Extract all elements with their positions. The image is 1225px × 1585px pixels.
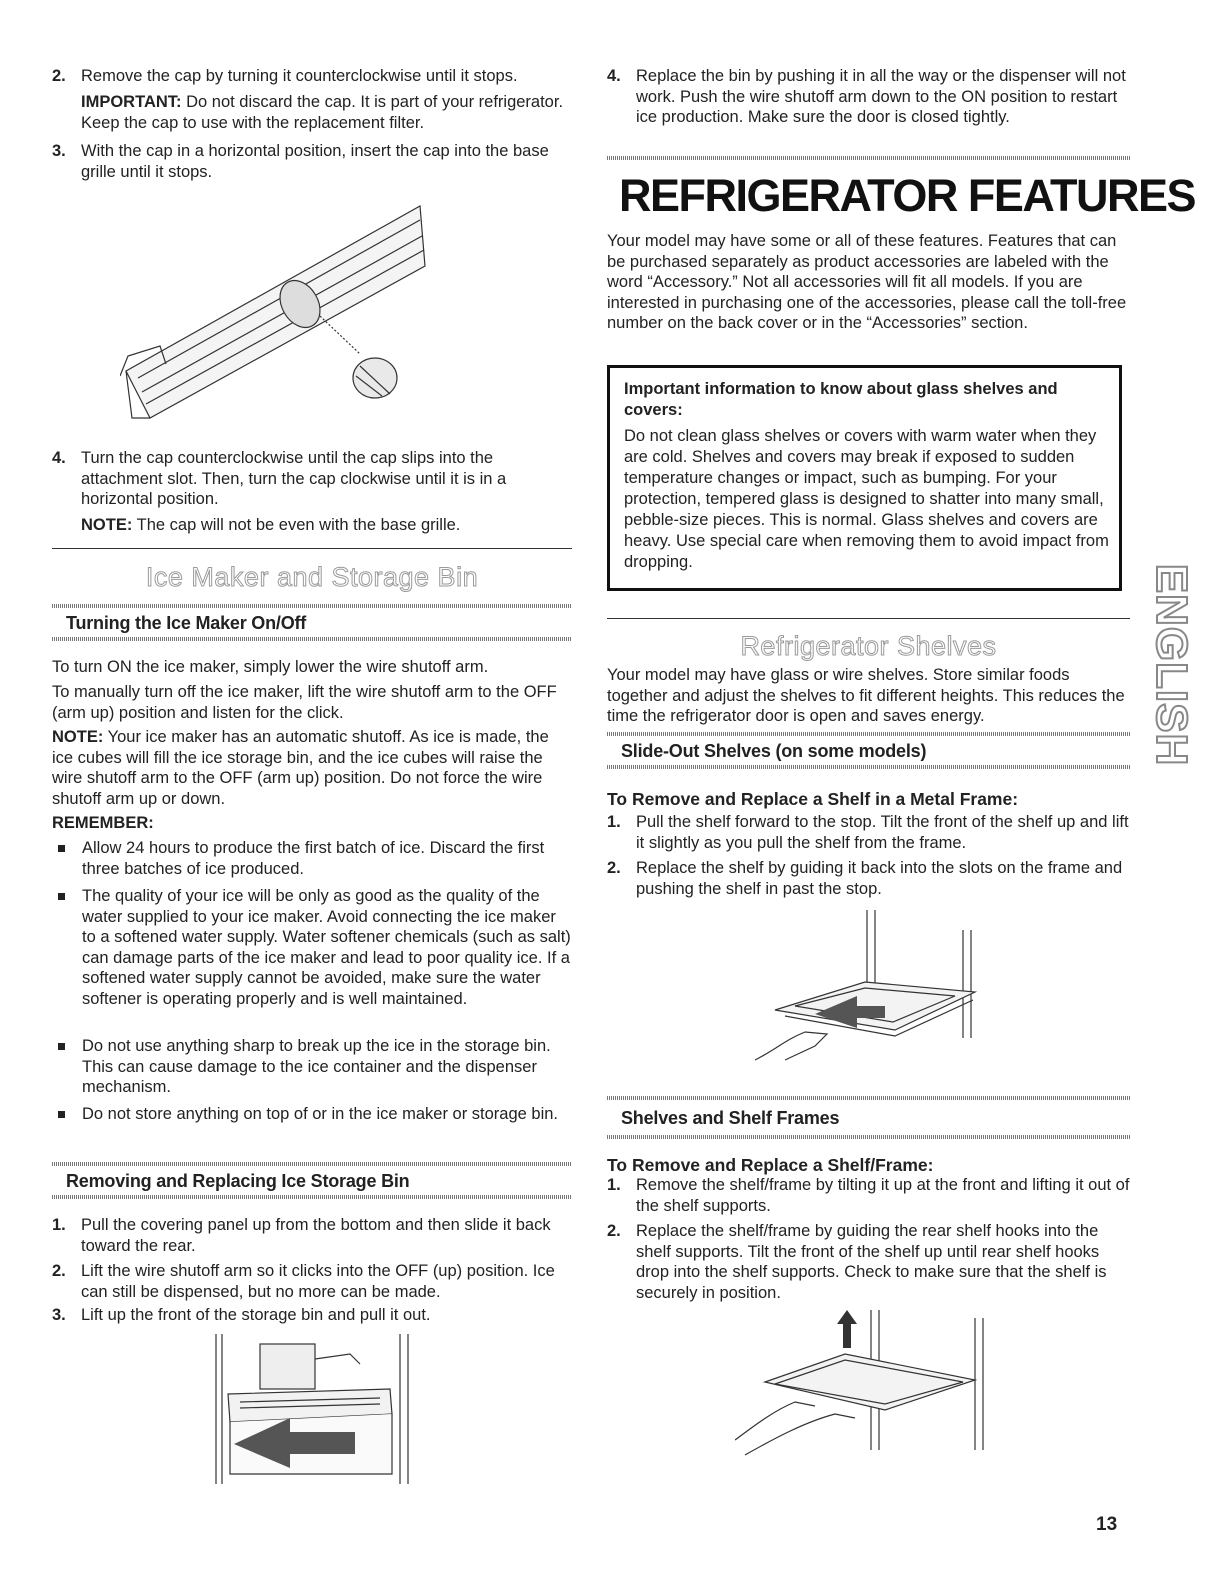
heading-shelf-frame: To Remove and Replace a Shelf/Frame: <box>607 1155 934 1175</box>
bin-step-2: 2. Lift the wire shutoff arm so it clicks into the OFF (up) position. Ice can still be dispensed, but no more can be made. <box>52 1262 555 1301</box>
section-rule <box>607 618 1130 619</box>
shelves-paragraph: Your model may have glass or wire shelves. Store similar foods together and adjust the shelves to fit different heights. This reduces the time the refrigerator door is open and saves energy. <box>607 666 1125 725</box>
step-3: 3. With the cap in a horizontal position, insert the cap into the base grille until it stops. <box>52 142 549 181</box>
frame-step-1: 1. Remove the shelf/frame by tilting it up at the front and lifting it out of the shelf supports. <box>607 1176 1130 1215</box>
hatch-divider <box>52 604 572 608</box>
subhead-shelf-frames: Shelves and Shelf Frames <box>621 1108 840 1128</box>
step-4-replace-bin: 4. Replace the bin by pushing it in all the way or the dispenser will not work. Push the wire shutoff arm down to the ON position to restart ice production. Make sure the door is closed tightly. <box>607 67 1126 126</box>
note-cap: NOTE: The cap will not be even with the base grille. <box>81 516 461 534</box>
page-number: 13 <box>1096 1514 1118 1535</box>
warning-title: Important information to know about glass shelves and covers: <box>624 380 1058 419</box>
hatch-divider <box>607 765 1130 769</box>
shelf-frame-illustration <box>735 1310 995 1460</box>
metal-step-2: 2. Replace the shelf by guiding it back into the slots on the frame and pushing the shelf in past the stop. <box>607 859 1123 898</box>
hatch-divider <box>52 1162 572 1166</box>
subhead-slide-out-shelves: Slide-Out Shelves (on some models) <box>621 741 927 761</box>
bin-step-1: 1. Pull the covering panel up from the bottom and then slide it back toward the rear. <box>52 1216 551 1255</box>
hatch-divider <box>52 637 572 641</box>
ice-bin-illustration <box>210 1334 420 1486</box>
paragraph-turn-on: To turn ON the ice maker, simply lower the wire shutoff arm. <box>52 658 489 676</box>
frame-step-2: 2. Replace the shelf/frame by guiding the rear shelf hooks into the shelf supports. Tilt the front of the shelf up until rear shelf hooks drop into the shelf supports. Check to make sure that the shelf is securely in position. <box>607 1222 1107 1302</box>
heading-metal-frame: To Remove and Replace a Shelf in a Metal Frame: <box>607 789 1019 809</box>
glass-shelves-warning-box <box>607 365 1122 591</box>
metal-step-1: 1. Pull the shelf forward to the stop. Tilt the front of the shelf up and lift it slightly as you pull the shelf from the frame. <box>607 813 1129 852</box>
hatch-divider <box>607 732 1130 736</box>
hatch-divider <box>607 1096 1130 1100</box>
features-intro: Your model may have some or all of these features. Features that can be purchased separately as product accessories are labeled with the word “Accessory.” Not all accessories will fit all models. If you are interested in purchasing one of the accessories, please call the toll-free number on the back cover or in the “Accessories” section. <box>607 232 1127 332</box>
step-4: 4. Turn the cap counterclockwise until the cap slips into the attachment slot. Then, turn the cap clockwise until it is in a horizontal position. <box>52 449 507 508</box>
hatch-divider <box>607 1135 1130 1139</box>
list-item: Do not store anything on top of or in the ice maker or storage bin. <box>52 1104 572 1125</box>
section-title-shelves: Refrigerator Shelves <box>740 631 997 661</box>
list-item: The quality of your ice will be only as good as the quality of the water supplied to your ice maker. Avoid connecting the ice maker to a softened water supply. Water softener chemicals (such as salt) can damage parts of the ice maker and lead to poor quality ice. If a softened water supply cannot be avoided, make sure the water softener is operating properly and is well maintained. <box>52 886 572 1009</box>
subhead-turning-ice-maker: Turning the Ice Maker On/Off <box>66 613 307 633</box>
slide-out-shelf-illustration <box>755 910 985 1070</box>
language-tab-label: ENGLISH <box>1146 563 1196 767</box>
paragraph-turn-off: To manually turn off the ice maker, lift the wire shutoff arm to the OFF (arm up) position and listen for the click. <box>52 683 557 722</box>
warning-text: Do not clean glass shelves or covers with warm water when they are cold. Shelves and covers may break if exposed to sudden temperature changes or impact, such as bumping. For your protection, tempered glass is designed to shatter into many small, pebble-size pieces. This is normal. Glass shelves and covers are heavy. Use special care when removing them to avoid impact from dropping. <box>624 427 1109 571</box>
page-title: REFRIGERATOR FEATURES <box>619 170 1196 221</box>
section-title-ice-maker: Ice Maker and Storage Bin <box>145 562 479 592</box>
list-item: Allow 24 hours to produce the first batch of ice. Discard the first three batches of ice produced. <box>52 838 572 879</box>
list-item: Do not use anything sharp to break up the ice in the storage bin. This can cause damage to the ice container and the dispenser mechanism. <box>52 1036 572 1098</box>
cap-insertion-illustration <box>120 196 430 426</box>
important-note: IMPORTANT: Do not discard the cap. It is part of your refrigerator. Keep the cap to use with the replacement filter. <box>81 93 564 132</box>
language-tab <box>1146 563 1196 767</box>
paragraph-note-shutoff: NOTE: Your ice maker has an automatic shutoff. As ice is made, the ice cubes will fill the ice storage bin, and the ice cubes will raise the wire shutoff arm to the OFF (arm up) position. Do not force the wire shutoff arm up or down. <box>52 728 549 808</box>
hatch-divider <box>52 1195 572 1199</box>
hatch-divider <box>607 156 1130 160</box>
step-2: 2. Remove the cap by turning it counterclockwise until it stops. <box>52 67 518 85</box>
remember-heading: REMEMBER: <box>52 814 154 832</box>
bin-step-3: 3. Lift up the front of the storage bin and pull it out. <box>52 1306 431 1324</box>
section-rule <box>52 548 572 549</box>
subhead-removing-bin: Removing and Replacing Ice Storage Bin <box>66 1171 410 1191</box>
